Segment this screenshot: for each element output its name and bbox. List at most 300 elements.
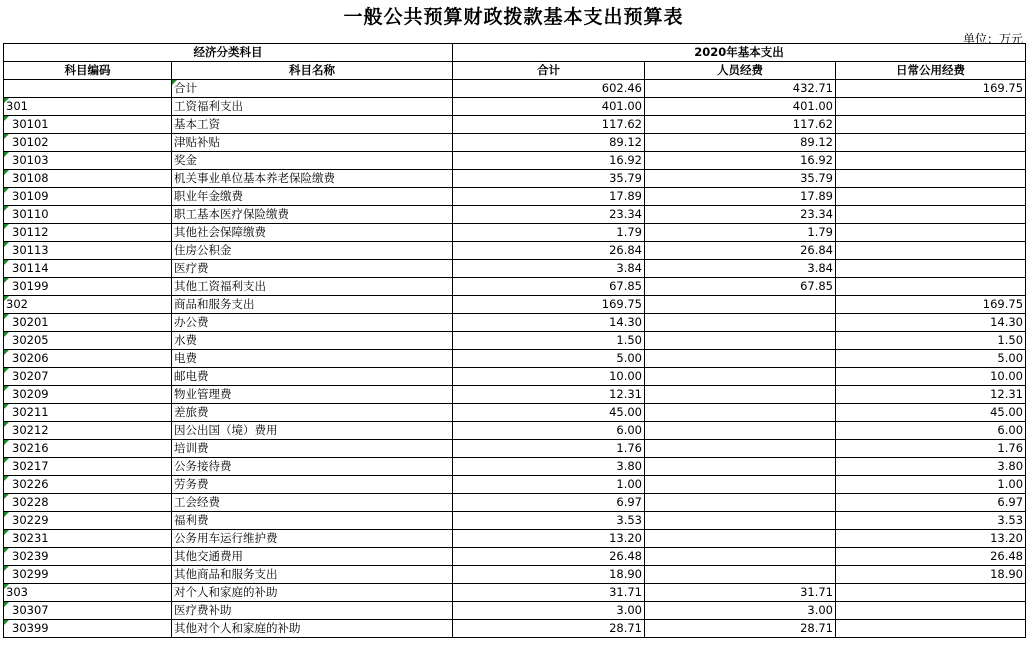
cell-personnel[interactable] <box>645 134 836 152</box>
cell-code[interactable] <box>4 404 172 422</box>
cell-code-text: 30112 <box>12 225 49 239</box>
table-row <box>4 332 1026 350</box>
cell-name-text: 其他工资福利支出 <box>174 279 266 293</box>
cell-personnel[interactable] <box>645 476 836 494</box>
text-format-marker-icon <box>4 134 9 139</box>
text-format-marker-icon <box>4 278 9 283</box>
cell-personnel[interactable] <box>645 116 836 134</box>
cell-public[interactable] <box>836 476 1026 494</box>
cell-name[interactable] <box>172 404 453 422</box>
cell-personnel[interactable] <box>645 584 836 602</box>
text-format-marker-icon <box>4 296 9 301</box>
cell-public[interactable] <box>836 440 1026 458</box>
cell-name[interactable] <box>172 350 453 368</box>
cell-name-text: 奖金 <box>174 153 197 167</box>
cell-total[interactable] <box>453 242 645 260</box>
table-row <box>4 440 1026 458</box>
cell-personnel-text: 3.84 <box>807 261 833 275</box>
cell-total[interactable] <box>453 278 645 296</box>
cell-name[interactable] <box>172 386 453 404</box>
cell-public[interactable] <box>836 548 1026 566</box>
cell-code-text: 30299 <box>12 567 49 581</box>
cell-public-text: 3.80 <box>997 459 1024 473</box>
cell-personnel[interactable] <box>645 368 836 386</box>
cell-total-text: 6.97 <box>616 495 642 509</box>
cell-personnel-text: 89.12 <box>800 135 833 149</box>
cell-name-text: 合计 <box>174 81 197 95</box>
table-row <box>4 98 1026 116</box>
cell-personnel-text: 35.79 <box>800 171 833 185</box>
cell-name[interactable] <box>172 476 453 494</box>
table-row <box>4 134 1026 152</box>
cell-code[interactable] <box>4 458 172 476</box>
cell-total-text: 401.00 <box>601 99 642 113</box>
cell-name[interactable] <box>172 134 453 152</box>
cell-name-text: 公务接待费 <box>174 459 232 473</box>
cell-code-text: 30102 <box>12 135 49 149</box>
cell-personnel[interactable] <box>645 152 836 170</box>
cell-total-text: 45.00 <box>609 405 642 419</box>
cell-public[interactable] <box>836 296 1026 314</box>
cell-code[interactable] <box>4 278 172 296</box>
cell-code-text: 30114 <box>12 261 49 275</box>
header-name: 科目名称 <box>172 62 453 80</box>
text-format-marker-icon <box>4 404 9 409</box>
text-format-marker-icon <box>4 548 9 553</box>
cell-total-text: 117.62 <box>601 117 642 131</box>
cell-code[interactable] <box>4 386 172 404</box>
table-row <box>4 566 1026 584</box>
cell-name[interactable] <box>172 296 453 314</box>
cell-public[interactable] <box>836 602 1026 620</box>
cell-public[interactable] <box>836 314 1026 332</box>
cell-code[interactable] <box>4 332 172 350</box>
cell-total-text: 14.30 <box>609 315 642 329</box>
cell-name-text: 基本工资 <box>174 117 220 131</box>
cell-name-text: 工资福利支出 <box>174 99 243 113</box>
cell-public-text: 10.00 <box>990 369 1024 383</box>
cell-name-text: 培训费 <box>174 441 209 455</box>
table-row <box>4 224 1026 242</box>
cell-total[interactable] <box>453 476 645 494</box>
cell-name-text: 对个人和家庭的补助 <box>174 585 278 599</box>
cell-total-text: 1.00 <box>616 477 642 491</box>
cell-public-text: 6.97 <box>997 495 1024 509</box>
cell-personnel-text: 67.85 <box>800 279 833 293</box>
cell-personnel[interactable] <box>645 188 836 206</box>
cell-personnel[interactable] <box>645 404 836 422</box>
cell-total[interactable] <box>453 152 645 170</box>
cell-code-text: 30211 <box>12 405 49 419</box>
text-format-marker-icon <box>4 530 9 535</box>
cell-public[interactable] <box>836 206 1026 224</box>
cell-total[interactable] <box>453 548 645 566</box>
header-total: 合计 <box>453 62 645 80</box>
cell-public[interactable] <box>836 386 1026 404</box>
cell-personnel[interactable] <box>645 458 836 476</box>
cell-public-text: 5.00 <box>997 351 1024 365</box>
cell-code-text: 30226 <box>12 477 49 491</box>
cell-total[interactable] <box>453 188 645 206</box>
cell-name-text: 职业年金缴费 <box>174 189 243 203</box>
text-format-marker-icon <box>4 620 9 625</box>
cell-personnel[interactable] <box>645 602 836 620</box>
cell-total[interactable] <box>453 80 645 98</box>
cell-code[interactable] <box>4 548 172 566</box>
table-row <box>4 530 1026 548</box>
text-format-marker-icon <box>4 206 9 211</box>
cell-public[interactable] <box>836 98 1026 116</box>
cell-name[interactable] <box>172 584 453 602</box>
cell-total-text: 67.85 <box>609 279 642 293</box>
cell-personnel[interactable] <box>645 530 836 548</box>
cell-name-text: 机关事业单位基本养老保险缴费 <box>174 171 335 185</box>
cell-personnel[interactable] <box>645 260 836 278</box>
cell-personnel[interactable] <box>645 512 836 530</box>
cell-total[interactable] <box>453 404 645 422</box>
cell-total[interactable] <box>453 386 645 404</box>
cell-name[interactable] <box>172 98 453 116</box>
cell-name-text: 工会经费 <box>174 495 220 509</box>
table-row <box>4 170 1026 188</box>
cell-public[interactable] <box>836 278 1026 296</box>
cell-name-text: 其他商品和服务支出 <box>174 567 278 581</box>
table-row <box>4 386 1026 404</box>
cell-personnel[interactable] <box>645 350 836 368</box>
cell-personnel-text: 23.34 <box>800 207 833 221</box>
cell-personnel[interactable] <box>645 620 836 638</box>
cell-personnel[interactable] <box>645 566 836 584</box>
cell-total[interactable] <box>453 368 645 386</box>
table-row <box>4 350 1026 368</box>
cell-name-text: 邮电费 <box>174 369 209 383</box>
cell-total[interactable] <box>453 602 645 620</box>
cell-code[interactable] <box>4 134 172 152</box>
cell-total-text: 35.79 <box>609 171 642 185</box>
table-row <box>4 188 1026 206</box>
cell-code-text: 303 <box>6 585 28 599</box>
cell-name-text: 医疗费补助 <box>174 603 232 617</box>
cell-personnel[interactable] <box>645 224 836 242</box>
cell-total[interactable] <box>453 422 645 440</box>
cell-name[interactable] <box>172 314 453 332</box>
table-row <box>4 260 1026 278</box>
table-row <box>4 314 1026 332</box>
table-row <box>4 152 1026 170</box>
cell-name[interactable] <box>172 242 453 260</box>
cell-personnel[interactable] <box>645 548 836 566</box>
cell-public[interactable] <box>836 458 1026 476</box>
cell-code-text: 30201 <box>12 315 49 329</box>
cell-code[interactable] <box>4 368 172 386</box>
cell-name[interactable] <box>172 620 453 638</box>
cell-name-text: 其他交通费用 <box>174 549 243 563</box>
cell-public[interactable] <box>836 584 1026 602</box>
cell-total-text: 13.20 <box>609 531 642 545</box>
header-personnel: 人员经费 <box>645 62 836 80</box>
cell-total-text: 602.46 <box>601 81 642 95</box>
cell-total-text: 169.75 <box>601 297 642 311</box>
cell-total[interactable] <box>453 440 645 458</box>
budget-table <box>3 43 1026 638</box>
cell-personnel[interactable] <box>645 296 836 314</box>
cell-code-text: 30199 <box>12 279 49 293</box>
cell-code-text: 30228 <box>12 495 49 509</box>
cell-code[interactable] <box>4 314 172 332</box>
cell-name[interactable] <box>172 278 453 296</box>
cell-code[interactable] <box>4 224 172 242</box>
cell-name-text: 住房公积金 <box>174 243 232 257</box>
cell-total-text: 26.84 <box>609 243 642 257</box>
text-format-marker-icon <box>4 350 9 355</box>
cell-code[interactable] <box>4 152 172 170</box>
cell-name-text: 福利费 <box>174 513 209 527</box>
cell-code[interactable] <box>4 602 172 620</box>
table-row <box>4 296 1026 314</box>
cell-personnel[interactable] <box>645 422 836 440</box>
cell-name[interactable] <box>172 188 453 206</box>
cell-total[interactable] <box>453 584 645 602</box>
cell-code[interactable] <box>4 350 172 368</box>
cell-public[interactable] <box>836 620 1026 638</box>
text-format-marker-icon <box>172 80 177 85</box>
header-2020-basic-expenditure: 2020年基本支出 <box>453 44 1026 62</box>
cell-code-text: 30206 <box>12 351 49 365</box>
cell-personnel[interactable] <box>645 242 836 260</box>
header-economic-classification: 经济分类科目 <box>4 44 453 62</box>
text-format-marker-icon <box>4 224 9 229</box>
cell-name-text: 商品和服务支出 <box>174 297 255 311</box>
table-row <box>4 404 1026 422</box>
text-format-marker-icon <box>4 422 9 427</box>
cell-name[interactable] <box>172 548 453 566</box>
cell-code-text: 30207 <box>12 369 49 383</box>
cell-public-text: 45.00 <box>990 405 1024 419</box>
cell-name[interactable] <box>172 602 453 620</box>
text-format-marker-icon <box>4 314 9 319</box>
text-format-marker-icon <box>4 584 9 589</box>
cell-name[interactable] <box>172 530 453 548</box>
cell-personnel-text: 28.71 <box>800 621 833 635</box>
cell-total[interactable] <box>453 458 645 476</box>
cell-public-text: 1.76 <box>997 441 1024 455</box>
cell-public[interactable] <box>836 530 1026 548</box>
cell-name[interactable] <box>172 494 453 512</box>
cell-total[interactable] <box>453 296 645 314</box>
cell-name[interactable] <box>172 440 453 458</box>
cell-total[interactable] <box>453 512 645 530</box>
cell-code-text: 30108 <box>12 171 49 185</box>
cell-total[interactable] <box>453 116 645 134</box>
cell-code[interactable] <box>4 422 172 440</box>
text-format-marker-icon <box>4 152 9 157</box>
cell-total-text: 12.31 <box>609 387 642 401</box>
cell-total[interactable] <box>453 620 645 638</box>
cell-code-text: 30109 <box>12 189 49 203</box>
cell-personnel-text: 3.00 <box>807 603 833 617</box>
cell-name-text: 差旅费 <box>174 405 209 419</box>
cell-name[interactable] <box>172 206 453 224</box>
cell-personnel[interactable] <box>645 386 836 404</box>
cell-personnel[interactable] <box>645 98 836 116</box>
cell-public[interactable] <box>836 116 1026 134</box>
cell-personnel[interactable] <box>645 332 836 350</box>
cell-name-text: 公务用车运行维护费 <box>174 531 278 545</box>
text-format-marker-icon <box>4 332 9 337</box>
cell-code[interactable] <box>4 440 172 458</box>
cell-public-text: 169.75 <box>982 81 1024 95</box>
cell-total-text: 1.76 <box>616 441 642 455</box>
cell-public-text: 18.90 <box>990 567 1024 581</box>
cell-code[interactable] <box>4 116 172 134</box>
text-format-marker-icon <box>4 494 9 499</box>
table-row <box>4 602 1026 620</box>
text-format-marker-icon <box>4 476 9 481</box>
cell-public-text: 14.30 <box>990 315 1024 329</box>
table-row <box>4 206 1026 224</box>
cell-public[interactable] <box>836 566 1026 584</box>
cell-public[interactable] <box>836 494 1026 512</box>
cell-code[interactable] <box>4 260 172 278</box>
table-row <box>4 476 1026 494</box>
header-row-group <box>4 44 1026 62</box>
cell-total[interactable] <box>453 98 645 116</box>
table-row <box>4 80 1026 98</box>
cell-personnel[interactable] <box>645 314 836 332</box>
cell-public-text: 26.48 <box>990 549 1024 563</box>
cell-public[interactable] <box>836 188 1026 206</box>
table-row <box>4 368 1026 386</box>
cell-personnel[interactable] <box>645 80 836 98</box>
cell-code[interactable] <box>4 476 172 494</box>
cell-public[interactable] <box>836 260 1026 278</box>
cell-name[interactable] <box>172 80 453 98</box>
cell-code[interactable] <box>4 494 172 512</box>
cell-total-text: 3.53 <box>616 513 642 527</box>
text-format-marker-icon <box>4 368 9 373</box>
cell-total[interactable] <box>453 260 645 278</box>
cell-total[interactable] <box>453 494 645 512</box>
cell-total[interactable] <box>453 224 645 242</box>
cell-total[interactable] <box>453 170 645 188</box>
cell-public[interactable] <box>836 80 1026 98</box>
cell-public[interactable] <box>836 170 1026 188</box>
header-row-columns <box>4 62 1026 80</box>
cell-name-text: 因公出国（境）费用 <box>174 423 278 437</box>
cell-public[interactable] <box>836 350 1026 368</box>
cell-name[interactable] <box>172 116 453 134</box>
cell-total[interactable] <box>453 332 645 350</box>
cell-public-text: 1.00 <box>997 477 1024 491</box>
cell-public[interactable] <box>836 134 1026 152</box>
cell-name[interactable] <box>172 458 453 476</box>
cell-public[interactable] <box>836 512 1026 530</box>
cell-code-text: 30216 <box>12 441 49 455</box>
cell-code-text: 30103 <box>12 153 49 167</box>
cell-total-text: 89.12 <box>609 135 642 149</box>
cell-code[interactable] <box>4 98 172 116</box>
cell-name-text: 医疗费 <box>174 261 209 275</box>
cell-code-text: 30209 <box>12 387 49 401</box>
cell-code[interactable] <box>4 620 172 638</box>
cell-name[interactable] <box>172 368 453 386</box>
text-format-marker-icon <box>4 602 9 607</box>
cell-name[interactable] <box>172 332 453 350</box>
cell-personnel[interactable] <box>645 494 836 512</box>
cell-code[interactable] <box>4 296 172 314</box>
table-row <box>4 278 1026 296</box>
cell-public[interactable] <box>836 404 1026 422</box>
cell-public[interactable] <box>836 224 1026 242</box>
cell-public-text: 3.53 <box>997 513 1024 527</box>
text-format-marker-icon <box>4 512 9 517</box>
cell-total-text: 1.50 <box>616 333 642 347</box>
cell-code[interactable] <box>4 170 172 188</box>
cell-code[interactable] <box>4 530 172 548</box>
cell-code[interactable] <box>4 566 172 584</box>
text-format-marker-icon <box>4 188 9 193</box>
cell-name[interactable] <box>172 422 453 440</box>
cell-name[interactable] <box>172 512 453 530</box>
cell-name-text: 电费 <box>174 351 197 365</box>
cell-code[interactable] <box>4 242 172 260</box>
cell-total[interactable] <box>453 566 645 584</box>
cell-personnel[interactable] <box>645 170 836 188</box>
cell-total[interactable] <box>453 350 645 368</box>
cell-code[interactable] <box>4 188 172 206</box>
table-row <box>4 422 1026 440</box>
cell-code-text: 302 <box>6 297 28 311</box>
cell-total[interactable] <box>453 206 645 224</box>
cell-public[interactable] <box>836 422 1026 440</box>
cell-personnel[interactable] <box>645 206 836 224</box>
cell-code[interactable] <box>4 584 172 602</box>
cell-public[interactable] <box>836 152 1026 170</box>
cell-name[interactable] <box>172 224 453 242</box>
cell-personnel-text: 401.00 <box>792 99 833 113</box>
cell-total-text: 18.90 <box>609 567 642 581</box>
cell-name-text: 物业管理费 <box>174 387 232 401</box>
cell-name-text: 津贴补贴 <box>174 135 220 149</box>
cell-total[interactable] <box>453 314 645 332</box>
cell-name-text: 劳务费 <box>174 477 209 491</box>
cell-total-text: 6.00 <box>616 423 642 437</box>
cell-code-text: 30217 <box>12 459 49 473</box>
cell-total[interactable] <box>453 530 645 548</box>
cell-code-text: 30212 <box>12 423 49 437</box>
text-format-marker-icon <box>4 98 9 103</box>
cell-personnel[interactable] <box>645 278 836 296</box>
cell-code-text: 301 <box>6 99 28 113</box>
cell-public[interactable] <box>836 332 1026 350</box>
table-row <box>4 494 1026 512</box>
cell-name-text: 水费 <box>174 333 197 347</box>
cell-name[interactable] <box>172 566 453 584</box>
cell-name[interactable] <box>172 152 453 170</box>
table-row <box>4 512 1026 530</box>
cell-public[interactable] <box>836 368 1026 386</box>
cell-name[interactable] <box>172 260 453 278</box>
text-format-marker-icon <box>4 242 9 247</box>
page-title: 一般公共预算财政拨款基本支出预算表 <box>343 6 684 28</box>
cell-public[interactable] <box>836 242 1026 260</box>
cell-code[interactable] <box>4 206 172 224</box>
cell-code[interactable] <box>4 512 172 530</box>
cell-total[interactable] <box>453 134 645 152</box>
cell-code[interactable] <box>4 80 172 98</box>
cell-name[interactable] <box>172 170 453 188</box>
cell-personnel[interactable] <box>645 440 836 458</box>
